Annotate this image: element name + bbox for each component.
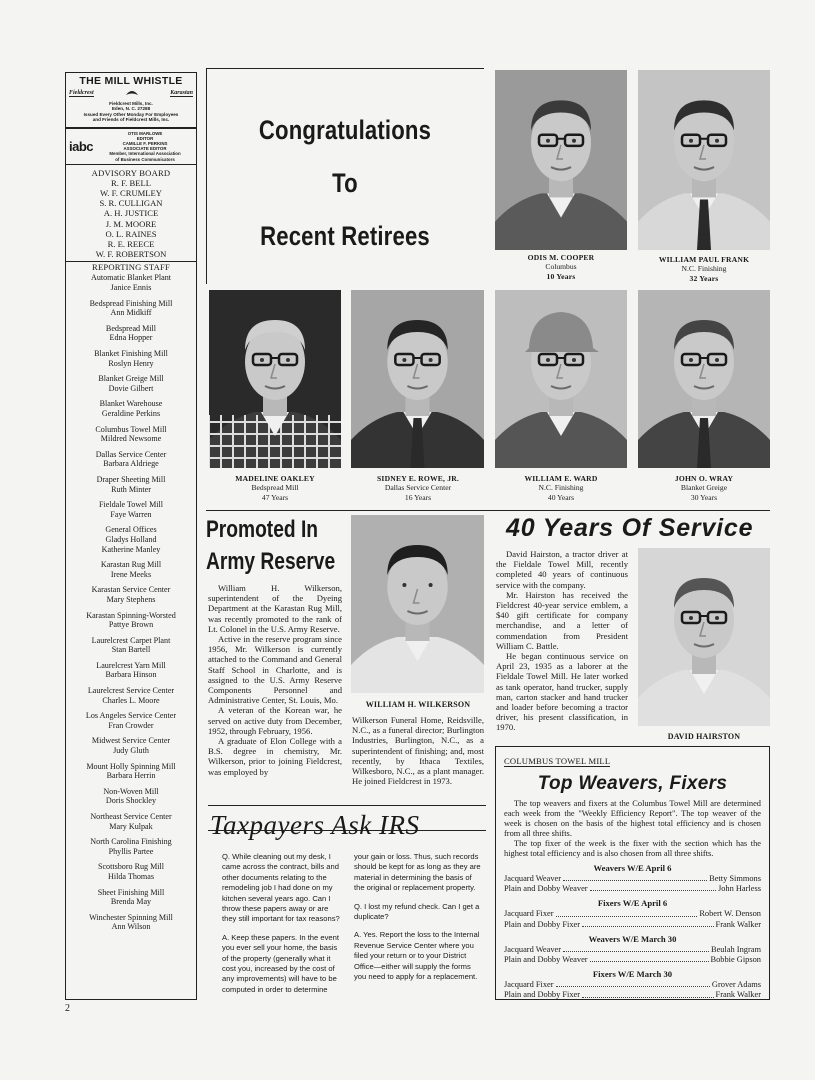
photo-william-ward [495,290,627,468]
advisory-member: O. L. RAINES [105,228,157,239]
staff-item [68,888,194,907]
staff-item [68,736,194,755]
photo-odis-cooper [495,70,627,250]
staff-dept: Midwest Service Center [91,736,171,746]
staff-name: Mary Kulpak [109,821,153,831]
iabc-logo: iabc [69,138,94,154]
staff-dept: Winchester Spinning Mill [89,912,173,922]
promoted-article: William H. Wilkerson, superintendent of the Dyeing Department at the Karastan Rug Mill, was recently promoted to the rank of Lt. Colonel in the U.S. Army Reserve. Active in the reserve program since 1956, Mr. Wilkerson is currently attached to the Command and General Staff School in Charlotte, and is assigned to the U.S. Army Reserve Components Personnel and Administrative Center, St. Louis, Mo. A veteran of the Korean war, he served on active duty from December, 1952, through February, 1956. A graduate of Elon College with a B.S. degree in chemistry, Mr. Wilkerson, prior to joining Fieldcrest, was employed by [208,583,342,777]
weaver-name: Frank Walker [715,919,761,929]
caption-john-wray: JOHN O. WRAY Blanket Greige 30 Years [674,474,734,502]
staff-dept: Karastan Spinning-Worsted [86,610,176,620]
staff-name: Barbara Aldriege [103,459,159,469]
weavers-intro: The top weavers and fixers at the Columbus Towel Mill are determined each week from the "Weekly Efficiency Report". The top weaver of the week is chosen on the basis of the highest total efficiency and is chosen from all three shifts. The top fixer of the week is the fixer with the section which has the highest total efficiency and is also chosen from all three shifts. [504,799,761,858]
weaver-row [504,955,761,965]
weaver-role: Plain and Dobby Fixer [504,990,581,1000]
staff-item [68,324,194,343]
masthead-header [66,73,196,128]
leader-dots [563,874,707,881]
staff-item [68,475,194,494]
weaver-row [504,945,761,955]
leader-dots [556,909,698,916]
weaver-role: Jacquard Weaver [504,944,562,954]
service-article: David Hairston, a tractor driver at the Fieldale Towel Mill, recently completed 40 years of continuous service with the company. Mr. Hairston has received the Fieldcrest 40-year service emblem, a $40 gift certificate for company merchandise, and a letter of commendation from President William C. Battle. He began continuous service on April 23, 1935 as a laborer at the Fieldale Towel Mill. He later worked as tank operator, hand trucker, supply man, carton stacker and hand trucker and loader before becoming a tractor driver, his present classification, in 1970. [496,549,628,733]
staff-list [68,273,194,931]
weaver-name: John Harless [717,884,761,894]
photo-william-paul-frank [638,70,770,250]
staff-name: Doris Shockley [105,796,157,806]
weaver-name: Beulah Ingram [710,944,761,954]
portrait-photo [209,290,341,468]
staff-name: Dovie Gilbert [108,383,154,393]
staff-dept: Columbus Towel Mill [95,424,167,434]
staff-name: Janice Ennis [110,283,152,293]
editor-block [66,128,196,164]
staff-name: Ruth Minter [111,484,151,494]
staff-dept: Karastan Rug Mill [100,560,162,570]
staff-dept: Laurelcrest Carpet Plant [91,635,171,645]
section-divider [206,510,770,511]
staff-dept: Los Angeles Service Center [85,711,177,721]
staff-item [68,299,194,318]
weaver-row [504,884,761,894]
staff-name: Edna Hopper [109,333,153,343]
photo-madeline-oakley [209,290,341,468]
company-logos [69,89,193,97]
caption-madeline-oakley: MADELINE OAKLEY Bedspread Mill 47 Years [235,474,315,502]
staff-item [68,425,194,444]
staff-dept: Laurelcrest Yarn Mill [96,660,166,670]
weaver-role: Jacquard Fixer [504,909,554,919]
reporting-staff [66,261,196,931]
staff-name: Katherine Manley [101,544,161,554]
weaver-groups [504,863,761,1001]
staff-dept: Draper Sheeting Mill [96,474,166,484]
staff-name: Judy Gluth [113,746,149,756]
weaver-row [504,980,761,990]
weaver-name: Robert W. Denson [699,909,761,919]
leader-dots [563,945,709,952]
staff-item [68,661,194,680]
page-number: 2 [65,1003,70,1014]
staff-item [68,450,194,469]
staff-name: Gladys Holland [105,534,157,544]
masthead [65,72,197,1000]
editor-credits: OTIS MARLOWE EDITOR CAMILLE F. PERKINS ASSOCIATE EDITOR Member, International Association of Business Communicators [109,130,181,162]
photo-john-wray [638,290,770,468]
weaver-group [504,898,761,929]
weaver-role: Plain and Dobby Weaver [504,955,588,965]
staff-name: Irene Meeks [110,569,152,579]
leader-dots [556,980,710,987]
staff-name: Barbara Herrin [106,771,156,781]
irs-column-2: your gain or loss. Thus, such records should be kept for as long as they are material in determining the basis of the original or replacement property. Q. I lost my refund check. Can I get a duplicate? A. Yes. Report the loss to the Internal Revenue Service Center where you filed your return or to your District Office—either will supply the forms you need to apply for a replacement. [354,852,481,982]
weaver-name: Grover Adams [711,980,761,990]
leader-dots [582,990,713,997]
advisory-board-heading: ADVISORY BOARD [91,167,171,178]
staff-name: Ann Wilson [111,922,151,932]
staff-item [68,787,194,806]
caption-sidney-rowe: SIDNEY E. ROWE, JR. Dallas Service Center 16 Years [377,474,459,502]
weaver-group-heading: Fixers W/E April 6 [597,898,668,909]
irs-column-1: Q. While cleaning out my desk, I came across the contract, bills and other documents relating to the remodeling job I had done on my kitchen several years ago. Can I throw these papers away or are they still important for tax reasons? A. Keep these papers. In the event you ever sell your home, the basis of the property (generally what it cost you, increased by the cost of any improvements) will have to be computed in order to determine [222,852,340,994]
photo-william-wilkerson [351,515,484,693]
staff-dept: General Offices [105,525,157,535]
weaver-role: Plain and Dobby Weaver [504,884,588,894]
retirees-headline: Congratulations To Recent Retirees [258,115,432,251]
weaver-group-heading: Fixers W/E March 30 [592,969,673,980]
staff-name: Fran Crowder [108,720,154,730]
portrait-photo [495,70,627,250]
promoted-headline: Promoted In Army Reserve [206,516,336,575]
staff-dept: Bedspread Mill [105,323,157,333]
irs-headline: Taxpayers Ask IRS [210,810,420,840]
top-weavers-box [495,746,770,1000]
staff-item [68,862,194,881]
staff-item [68,585,194,604]
weaver-row [504,874,761,884]
advisory-member: R. F. BELL [111,177,151,188]
newsletter-title: THE MILL WHISTLE [79,75,183,87]
advisory-member: S. R. CULLIGAN [99,198,163,209]
staff-name: Pattye Brown [108,620,154,630]
caption-william-wilkerson: WILLIAM H. WILKERSON [365,700,471,709]
weaver-role: Jacquard Fixer [504,980,554,990]
portrait-photo [638,290,770,468]
staff-dept: Bedspread Finishing Mill [89,298,173,308]
staff-name: Roslyn Henry [108,358,154,368]
staff-dept: Automatic Blanket Plant [90,273,172,283]
portrait-photo [495,290,627,468]
weavers-mill-label: COLUMBUS TOWEL MILL [504,756,611,766]
advisory-member: W. F. CRUMLEY [99,188,163,199]
weavers-title: Top Weavers, Fixers [537,773,728,794]
weaver-group [504,969,761,1000]
weaver-name: Frank Walker [715,990,761,1000]
photo-sidney-rowe [351,290,484,468]
staff-dept: Sheet Finishing Mill [97,887,165,897]
weaver-role: Jacquard Weaver [504,874,562,883]
weaver-group [504,934,761,965]
promoted-article-continued: Wilkerson Funeral Home, Reidsville, N.C., as a funeral director; Burlington Industries, Burlington, N.C., as a superintendent of finishing; and, most recently, by Ithaca Textiles, Wilkesboro, N.C., as a plant manager. He joined Fieldcrest in 1973. [352,715,484,787]
staff-dept: Mount Holly Spinning Mill [86,761,176,771]
caption-william-ward: WILLIAM E. WARD N.C. Finishing 40 Years [524,474,598,502]
staff-item [68,686,194,705]
staff-dept: Blanket Finishing Mill [94,349,168,359]
staff-name: Mildred Newsome [100,434,162,444]
caption-david-hairston: DAVID HAIRSTON [667,732,741,741]
staff-item [68,837,194,856]
irs-headline-rule [208,830,486,831]
staff-name: Ann Midkiff [110,308,152,318]
staff-item [68,560,194,579]
reporting-staff-heading: REPORTING STAFF [92,262,170,273]
staff-dept: Northeast Service Center [90,812,172,821]
caption-odis-cooper: ODIS M. COOPER Columbus 10 Years [527,253,595,281]
weaver-row [504,990,761,1000]
leader-dots [590,955,709,962]
staff-name: Stan Bartell [111,645,151,655]
staff-item [68,525,194,554]
weaver-group [504,863,761,894]
staff-item [68,913,194,932]
staff-item [68,500,194,519]
fieldcrest-logo: Fieldcrest [69,89,94,96]
staff-dept: Fieldale Towel Mill [98,500,164,510]
leader-dots [582,920,713,927]
portrait-photo [351,515,484,693]
weaver-group-heading: Weavers W/E March 30 [588,933,677,944]
advisory-member: J. M. MOORE [105,218,157,229]
advisory-member: R. E. REECE [107,239,155,250]
staff-item [68,711,194,730]
staff-name: Mary Stephens [106,594,156,604]
staff-dept: North Carolina Finishing [90,837,172,847]
staff-dept: Scottsboro Rug Mill [97,862,165,872]
staff-item [68,812,194,831]
staff-item [68,273,194,292]
staff-dept: Blanket Warehouse [99,399,163,409]
weaver-row [504,920,761,930]
service-headline: 40 Years Of Service [506,514,754,542]
staff-name: Hilda Thomas [108,871,154,881]
publisher-info: Fieldcrest Mills, Inc. Eden, N. C. 27288 Issued Every Other Monday For Employees and Friends of Fieldcrest Mills, Inc. [83,101,179,123]
weaver-name: Betty Simmons [709,874,761,883]
weaver-row [504,909,761,919]
staff-dept: Karastan Service Center [91,585,171,595]
advisory-member: W. F. ROBERTSON [95,249,167,260]
weaver-name: Bobbie Gipson [710,955,761,965]
staff-name: Geraldine Perkins [101,409,161,418]
portrait-photo [638,70,770,250]
staff-name: Barbara Hinson [105,670,157,680]
staff-item [68,611,194,630]
staff-dept: Blanket Greige Mill [98,374,164,384]
staff-name: Phyllis Partee [108,846,154,856]
staff-name: Brenda May [110,897,152,907]
weaver-group-heading: Weavers W/E April 6 [593,863,672,873]
staff-name: Faye Warren [110,509,152,519]
caption-william-paul-frank: WILLIAM PAUL FRANK N.C. Finishing 32 Years [658,255,750,283]
irs-top-rule [208,805,486,806]
staff-name: Charles L. Moore [102,695,160,705]
staff-item [68,762,194,781]
staff-item [68,374,194,393]
leader-dots [590,884,716,891]
staff-dept: Laurelcrest Service Center [87,686,175,696]
staff-dept: Non-Woven Mill [103,786,159,796]
weaver-role: Plain and Dobby Fixer [504,919,581,929]
portrait-photo [638,548,770,726]
staff-item [68,636,194,655]
portrait-photo [351,290,484,468]
leaf-emblem-icon [124,89,140,97]
staff-dept: Dallas Service Center [95,449,167,459]
photo-david-hairston [638,548,770,726]
advisory-board [66,164,196,262]
advisory-member: A. H. JUSTICE [103,208,159,219]
staff-item [68,349,194,368]
staff-item [68,399,194,418]
karastan-logo: Karastan [170,89,193,96]
